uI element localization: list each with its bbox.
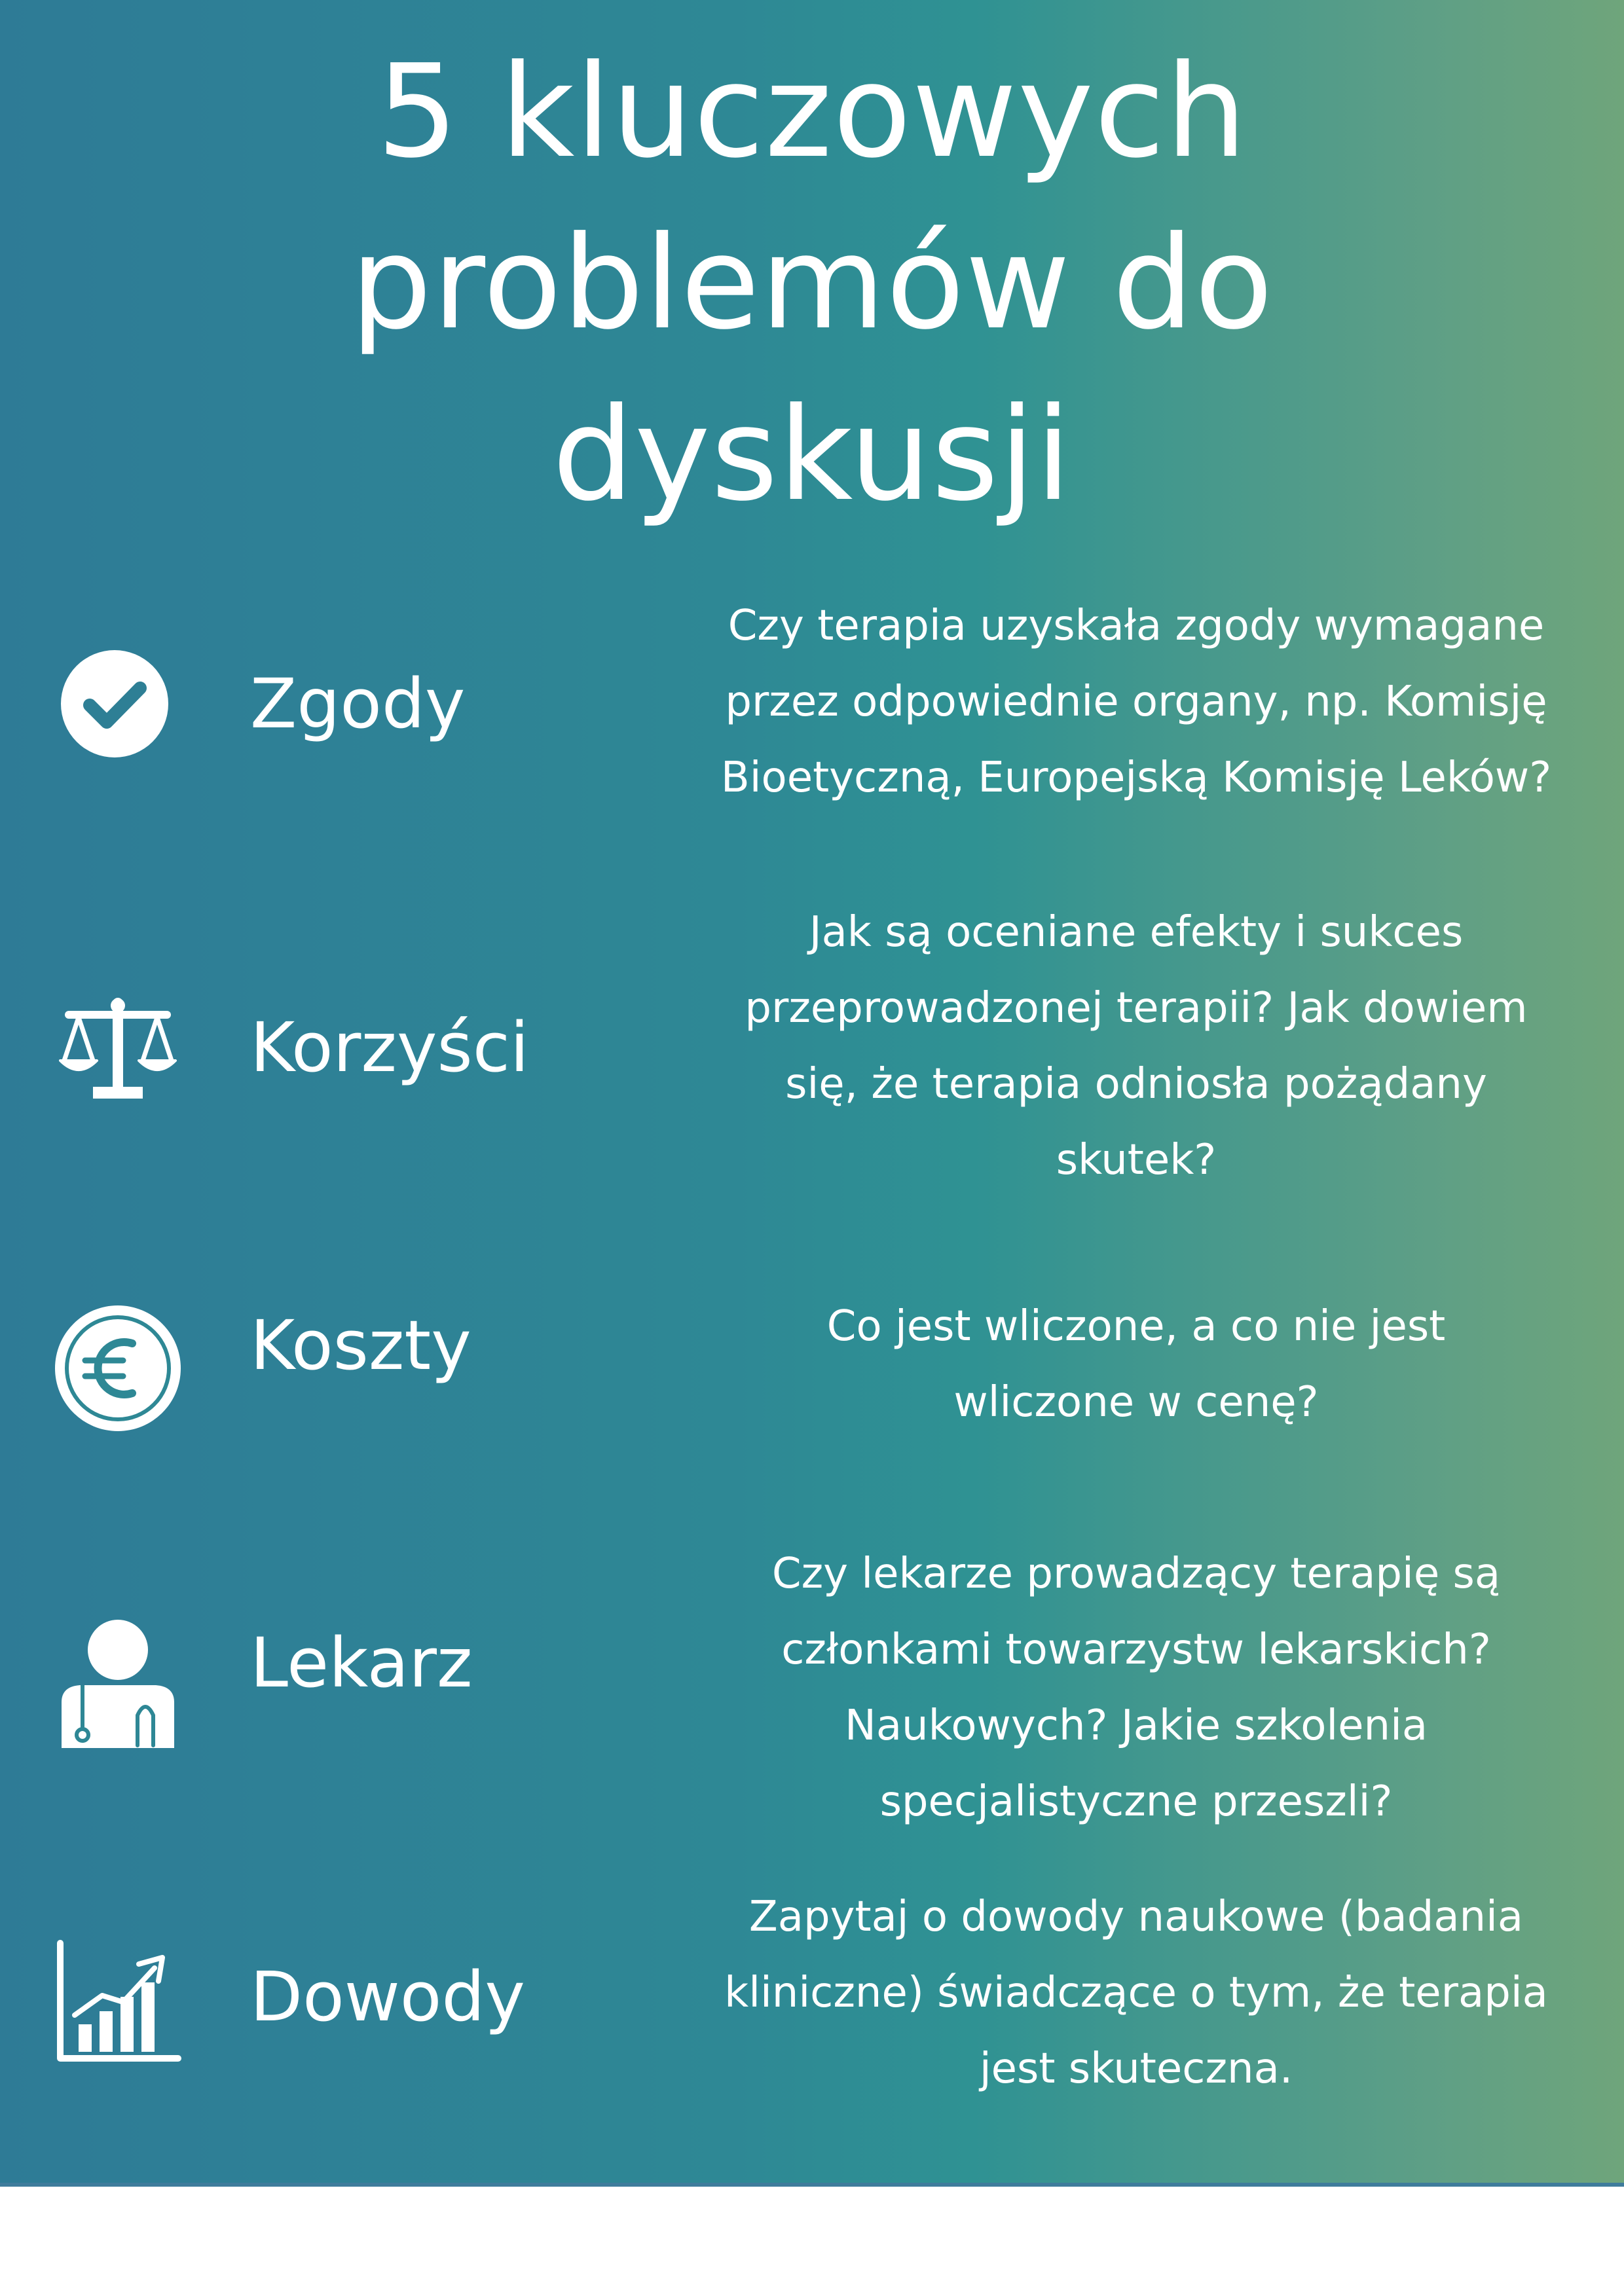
title-line-3: dyskusji — [552, 380, 1072, 530]
label-koszty: Koszty — [250, 1305, 471, 1385]
scales-icon — [52, 982, 183, 1113]
description-korzysci: Jak są oceniane efekty i sukces przeprowadzonej terapii? Jak dowiem się, że terapia odniosła pożądany skutek? — [745, 908, 1528, 1184]
euro-coin-icon — [52, 1303, 183, 1434]
growth-chart-icon — [52, 1938, 183, 2069]
page-title — [157, 26, 1467, 541]
label-zgody: Zgody — [250, 664, 466, 744]
title-line-2: problemów do — [350, 209, 1274, 358]
description-dowody: Zapytaj o dowody naukowe (badania kliniczne) świadczące o tym, że terapia jest skuteczna. — [724, 1893, 1548, 2093]
description-lekarz: Czy lekarze prowadzący terapię są członkami towarzystw lekarskich? Naukowych? Jakie szkolenia specjalistyczne przeszli? — [771, 1550, 1501, 1826]
check-circle-icon — [52, 638, 183, 769]
description-zgody: Czy terapia uzyskała zgody wymagane przez odpowiednie organy, np. Komisję Bioetyczną, Europejską Komisję Leków? — [720, 602, 1552, 802]
label-korzysci: Korzyści — [250, 1008, 529, 1087]
label-lekarz: Lekarz — [250, 1623, 473, 1703]
doctor-icon — [52, 1617, 183, 1748]
label-dowody: Dowody — [250, 1957, 525, 2037]
title-line-1: 5 kluczowych — [376, 37, 1248, 187]
description-koszty: Co jest wliczone, a co nie jest wliczone w cenę? — [826, 1302, 1446, 1427]
bottom-divider — [0, 2183, 1624, 2187]
